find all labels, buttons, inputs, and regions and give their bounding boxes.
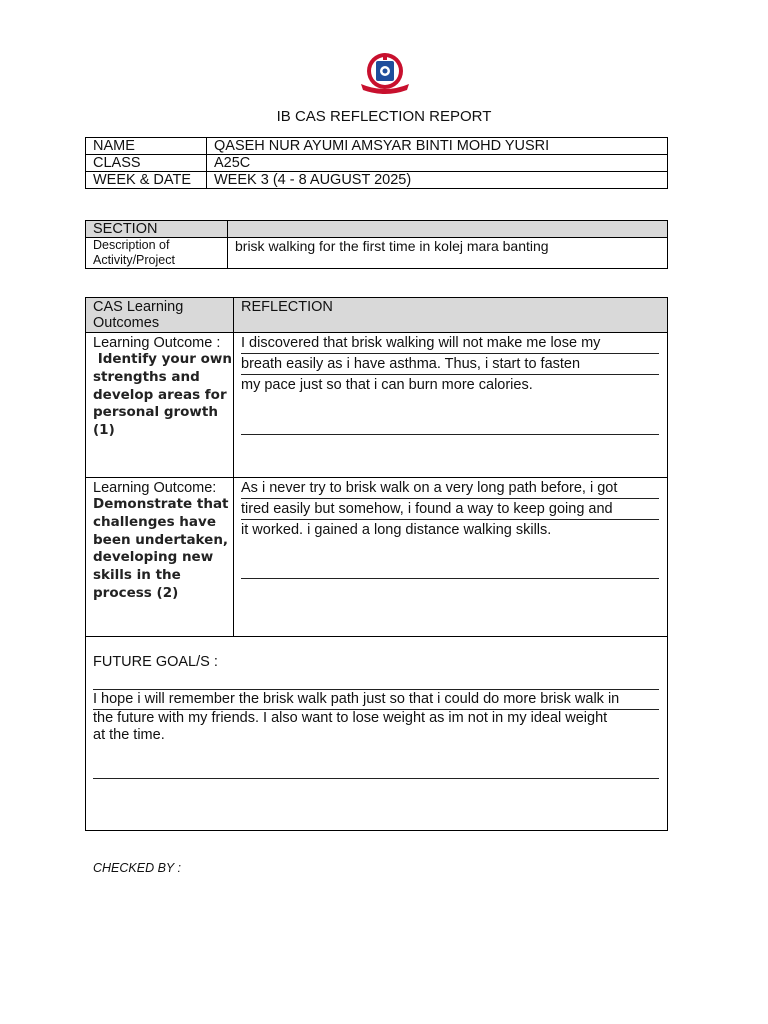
section-header: SECTION — [86, 221, 228, 238]
outcome-1-title: Identify your own strengths and develop areas for personal growth (1) — [93, 351, 237, 439]
name-value: QASEH NUR AYUMI AMSYAR BINTI MOHD YUSRI — [207, 138, 668, 155]
outcomes-column-header: CAS Learning Outcomes — [86, 298, 234, 333]
outcome-2-label: Learning Outcome: — [93, 480, 217, 496]
reflection-2-line-1: As i never try to brisk walk on a very long path before, i got — [241, 478, 659, 499]
future-goals-line-2: the future with my friends. I also want to lose weight as im not in my ideal weight — [93, 710, 608, 726]
class-value: A25C — [207, 155, 668, 172]
name-label: NAME — [86, 138, 207, 155]
week-value: WEEK 3 (4 - 8 AUGUST 2025) — [207, 172, 668, 189]
student-info-table — [85, 137, 668, 189]
reflection-2-line-2: tired easily but somehow, i found a way to keep going and — [241, 499, 659, 520]
future-goals-line-1: I hope i will remember the brisk walk path just so that i could do more brisk walk in — [93, 691, 659, 710]
future-goals-bottom-rule — [93, 778, 659, 779]
description-value: brisk walking for the first time in kolej mara banting — [228, 238, 668, 269]
outcome-1-label: Learning Outcome : — [93, 335, 221, 351]
section-header-blank — [228, 221, 668, 238]
learning-outcomes-table — [85, 297, 668, 831]
reflection-1-line-3: my pace just so that i can burn more calories. — [241, 377, 533, 393]
reflection-2-line-3: it worked. i gained a long distance walking skills. — [241, 522, 552, 538]
future-goals-line-3: at the time. — [93, 727, 165, 743]
reflection-1-line-1: I discovered that brisk walking will not make me lose my — [241, 333, 659, 354]
outcome-2-title: Demonstrate that challenges have been undertaken, developing new skills in the process (2) — [93, 496, 229, 601]
description-label: Description of Activity/Project — [86, 238, 228, 269]
reflection-1-line-2: breath easily as i have asthma. Thus, i start to fasten — [241, 354, 659, 375]
school-crest-logo — [359, 50, 411, 96]
reflection-column-header: REFLECTION — [234, 298, 668, 333]
future-goals-top-rule — [93, 689, 659, 690]
checked-by-label: CHECKED BY : — [93, 861, 181, 875]
class-label: CLASS — [86, 155, 207, 172]
section-table — [85, 220, 668, 269]
reflection-2-blank-rule — [241, 578, 659, 579]
reflection-1-blank-rule — [241, 434, 659, 435]
future-goals-label: FUTURE GOAL/S : — [93, 654, 218, 670]
week-label: WEEK & DATE — [86, 172, 207, 189]
report-title: IB CAS REFLECTION REPORT — [276, 108, 492, 125]
